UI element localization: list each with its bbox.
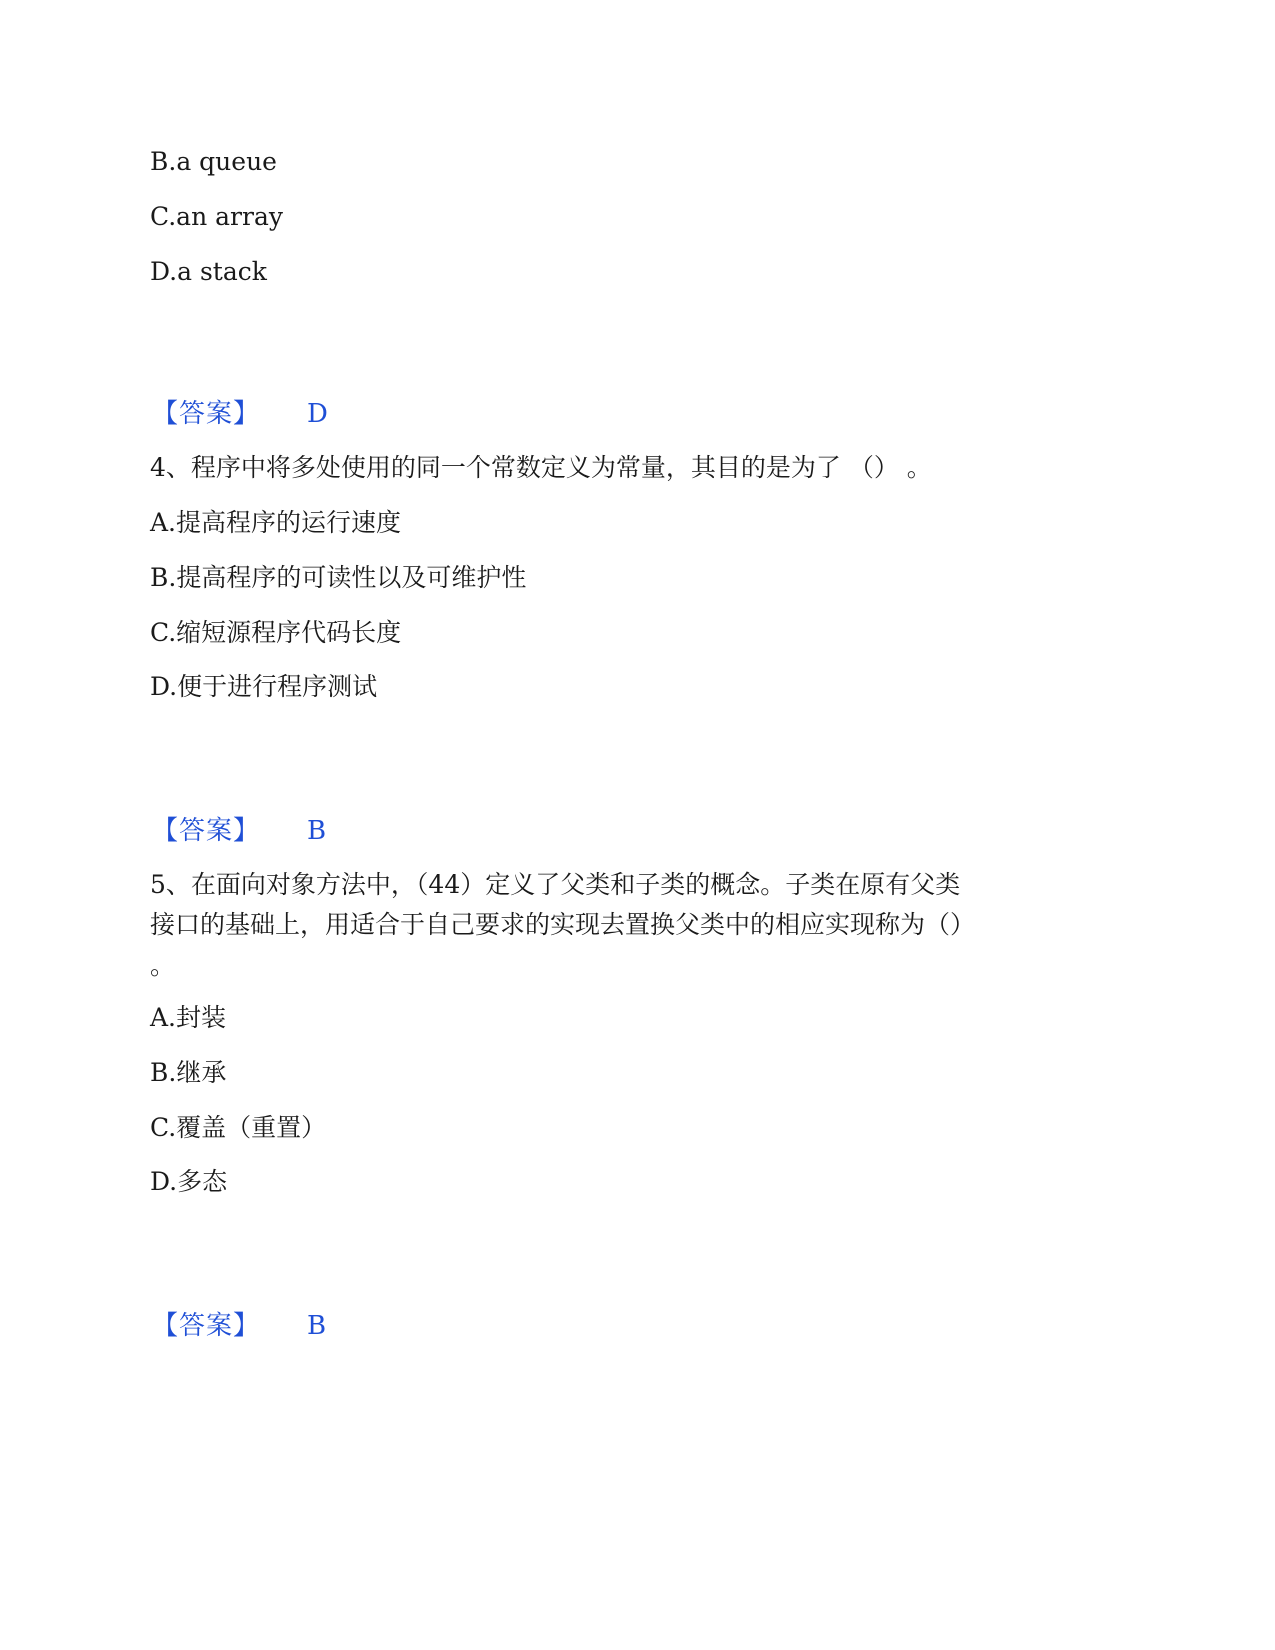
answer-value: D <box>307 399 328 429</box>
option-a: A.提高程序的运行速度 <box>150 508 402 537</box>
question-4-stem: 4、程序中将多处使用的同一个常数定义为常量，其目的是为了 （） 。 <box>150 453 932 482</box>
answer-row <box>152 1310 327 1342</box>
answer-row <box>152 815 327 847</box>
option-d: D.便于进行程序测试 <box>150 672 378 701</box>
option-c: C.缩短源程序代码长度 <box>150 618 402 647</box>
option-c: C.覆盖（重置） <box>150 1113 327 1142</box>
answer-label: 【答案】 <box>152 1311 261 1341</box>
option-b: B.a queue <box>150 147 277 176</box>
option-b: B.继承 <box>150 1058 227 1087</box>
option-d: D.a stack <box>150 257 267 286</box>
option-b: B.提高程序的可读性以及可维护性 <box>150 563 527 592</box>
answer-label: 【答案】 <box>152 399 261 429</box>
answer-value: B <box>307 1311 327 1341</box>
answer-value: B <box>307 816 327 846</box>
answer-label: 【答案】 <box>152 816 261 846</box>
answer-row <box>152 398 328 430</box>
question-5-stem-line-2: 接口的基础上，用适合于自己要求的实现去置换父类中的相应实现称为（） <box>150 910 976 939</box>
option-c: C.an array <box>150 202 283 231</box>
question-5-stem-line-3: 。 <box>150 951 176 980</box>
question-5-stem-line-1: 5、在面向对象方法中，（44）定义了父类和子类的概念。子类在原有父类 <box>150 870 961 899</box>
option-a: A.封装 <box>150 1003 227 1032</box>
option-d: D.多态 <box>150 1167 228 1196</box>
